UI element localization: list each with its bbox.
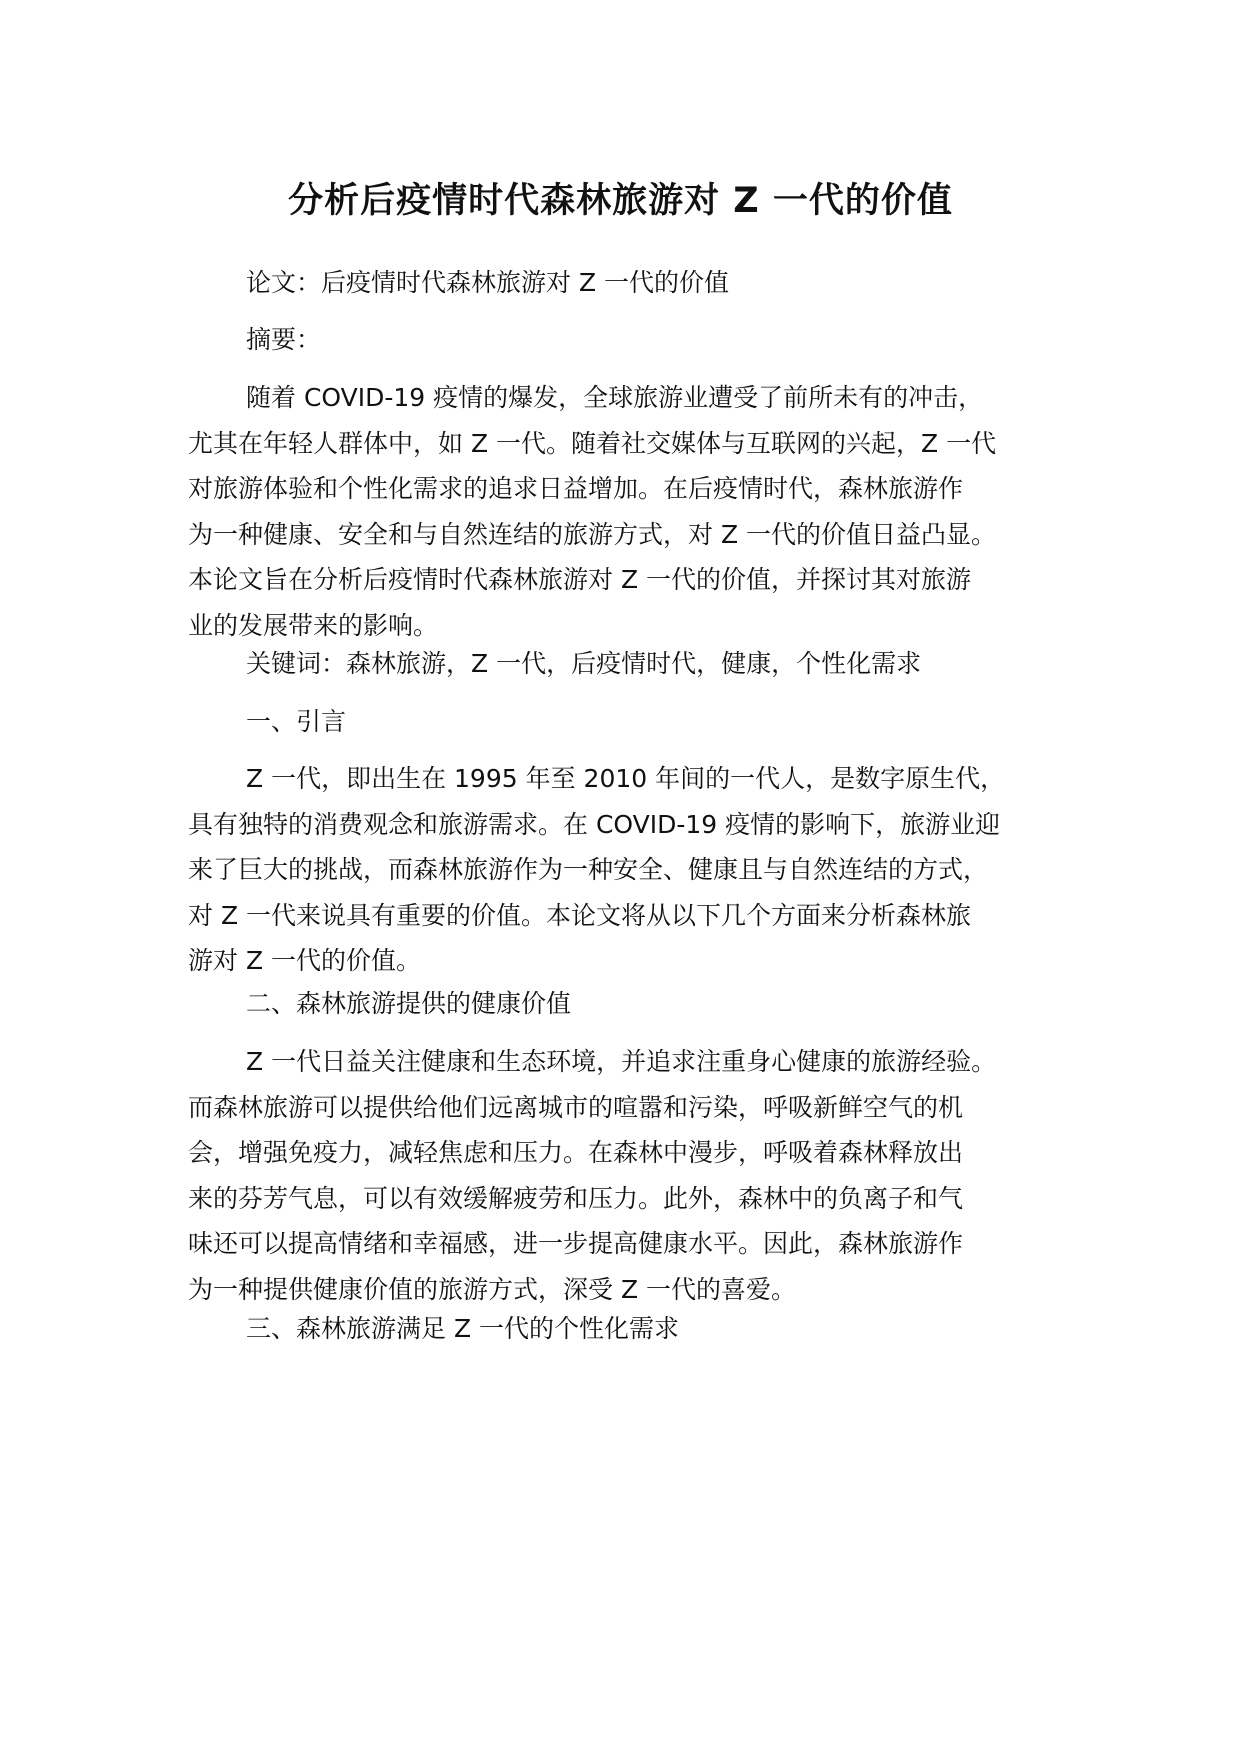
abstract-line: 随着 COVID-19 疫情的爆发，全球旅游业遭受了前所未有的冲击， [246,383,984,412]
section2-line: 会，增强免疫力，减轻焦虑和压力。在森林中漫步，呼吸着森林释放出 [188,1138,964,1167]
paper-label [188,260,1088,306]
abstract-line: 对旅游体验和个性化需求的追求日益增加。在后疫情时代，森林旅游作 [188,474,964,503]
section1-line: 来了巨大的挑战，而森林旅游作为一种安全、健康且与自然连结的方式， [188,855,989,884]
section2-line: 味还可以提高情绪和幸福感，进一步提高健康水平。因此，森林旅游作 [188,1229,964,1258]
paper-label-text: 论文：后疫情时代森林旅游对 Z 一代的价值 [246,268,730,297]
abstract-line: 尤其在年轻人群体中，如 Z 一代。随着社交媒体与互联网的兴起，Z 一代 [188,428,997,458]
section1-heading-text: 一、引言 [246,707,347,736]
section2-line: 为一种提供健康价值的旅游方式，深受 Z 一代的喜爱。 [188,1274,797,1304]
abstract-heading [188,317,1088,363]
section2-heading-text: 二、森林旅游提供的健康价值 [246,989,572,1018]
section1-paragraph [188,756,1088,984]
abstract-heading-text: 摘要： [246,325,322,354]
section2-line: 而森林旅游可以提供给他们远离城市的喧嚣和污染，呼吸新鲜空气的机 [188,1092,964,1122]
document-title: 分析后疫情时代森林旅游对 Z 一代的价值 [288,181,953,221]
section1-heading [188,699,1088,745]
abstract-line: 业的发展带来的影响。 [188,610,439,640]
section1-line: Z 一代，即出生在 1995 年至 2010 年间的一代人，是数字原生代， [246,764,1006,793]
section3-heading [188,1306,1088,1352]
section1-line: 游对 Z 一代的价值。 [188,946,422,975]
abstract-line: 本论文旨在分析后疫情时代森林旅游对 Z 一代的价值，并探讨其对旅游 [188,565,972,594]
keywords-text: 关键词：森林旅游，Z 一代，后疫情时代，健康，个性化需求 [246,649,922,678]
abstract-line: 为一种健康、安全和与自然连结的旅游方式，对 Z 一代的价值日益凸显。 [188,519,997,549]
section2-line: Z 一代日益关注健康和生态环境，并追求注重身心健康的旅游经验。 [246,1047,997,1076]
abstract-paragraph [188,375,1088,648]
section2-paragraph [188,1039,1088,1312]
section1-line: 具有独特的消费观念和旅游需求。在 COVID-19 疫情的影响下，旅游业迎 [188,809,1001,839]
section2-heading [188,981,1088,1027]
section2-line: 来的芬芳气息，可以有效缓解疲劳和压力。此外，森林中的负离子和气 [188,1183,964,1213]
section1-line: 对 Z 一代来说具有重要的价值。本论文将从以下几个方面来分析森林旅 [188,900,972,930]
keywords [188,641,1088,687]
section3-heading-text: 三、森林旅游满足 Z 一代的个性化需求 [246,1314,680,1343]
